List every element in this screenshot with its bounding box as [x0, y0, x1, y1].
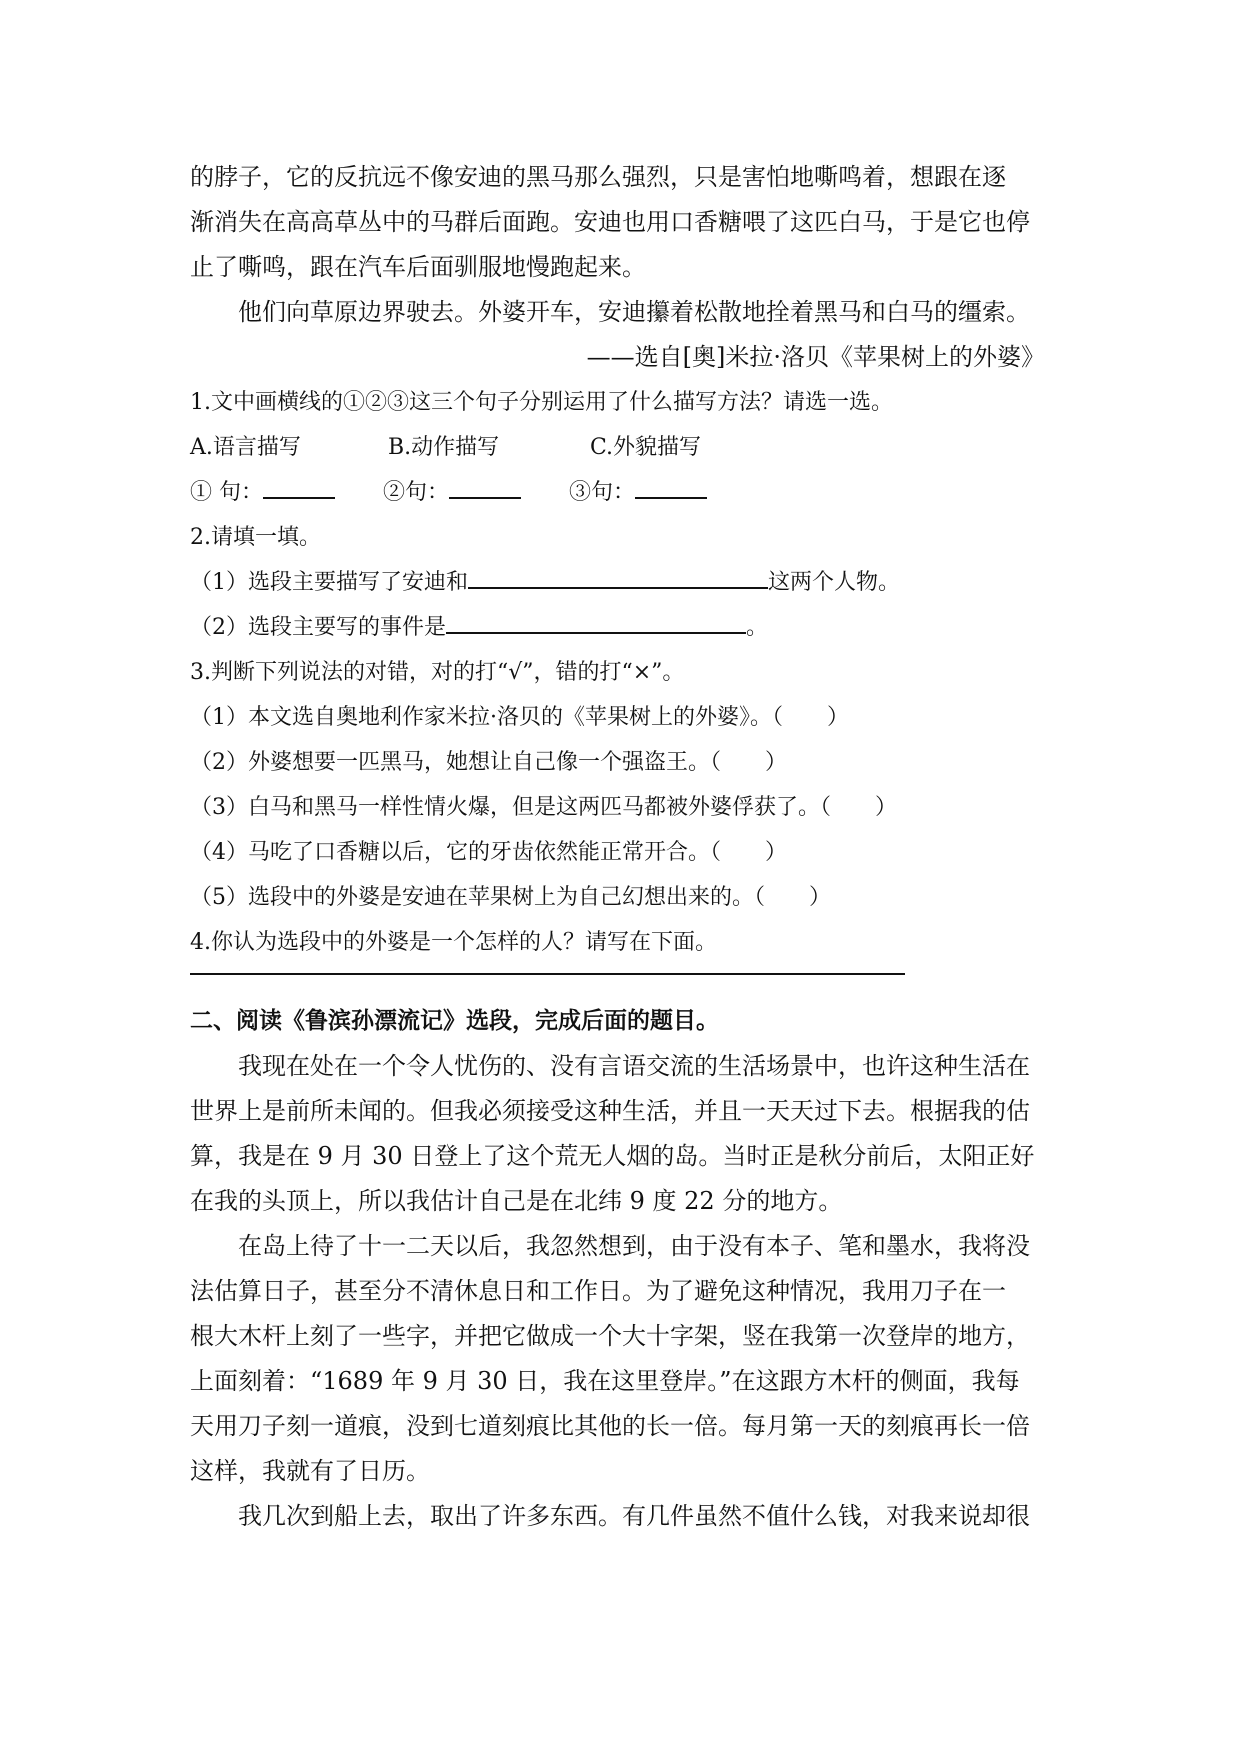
s2-para1-line: 世界上是前所未闻的。但我必须接受这种生活，并且一天天过下去。根据我的估: [190, 1097, 1030, 1125]
question-1-options: [190, 425, 1060, 470]
s2-para2-line: 根大木杆上刻了一些字，并把它做成一个大十字架，竖在我第一次登岸的地方，: [190, 1322, 1030, 1350]
q2-item1-blank[interactable]: [468, 567, 768, 589]
question-3-item: （5）选段中的外婆是安迪在苹果树上为自己幻想出来的。（ ）: [190, 885, 831, 910]
answer-1-blank[interactable]: [263, 477, 335, 499]
s2-para1-line: 算，我是在 9 月 30 日登上了这个荒无人烟的岛。当时正是秋分前后，太阳正好: [190, 1142, 1035, 1170]
passage-line: 的脖子，它的反抗远不像安迪的黑马那么强烈，只是害怕地嘶鸣着，想跟在逐: [190, 163, 1006, 191]
question-3-item: （2）外婆想要一匹黑马，她想让自己像一个强盗王。（ ）: [190, 750, 787, 775]
s2-para2-line: 在岛上待了十一二天以后，我忽然想到，由于没有本子、笔和墨水，我将没: [238, 1232, 1030, 1260]
option-b: B.动作描写: [388, 435, 500, 460]
s2-para2-line: 天用刀子刻一道痕，没到七道刻痕比其他的长一倍。每月第一天的刻痕再长一倍: [190, 1412, 1030, 1440]
document-page: [190, 155, 1060, 1539]
question-2-item-1: [190, 560, 1060, 605]
answer-1-label: ① 句：: [190, 480, 263, 505]
question-3-stem: 3.判断下列说法的对错，对的打“√”，错的打“×”。: [190, 660, 685, 685]
question-3-item: （1）本文选自奥地利作家米拉·洛贝的《苹果树上的外婆》。（ ）: [190, 705, 849, 730]
s2-para1-line: 我现在处在一个令人忧伤的、没有言语交流的生活场景中，也许这种生活在: [238, 1052, 1030, 1080]
question-1-answers: [190, 470, 1060, 515]
question-3-item: （3）白马和黑马一样性情火爆，但是这两匹马都被外婆俘获了。（ ）: [190, 795, 897, 820]
s2-para2-line: 上面刻着：“1689 年 9 月 30 日，我在这里登岸。”在这跟方木杆的侧面，我每: [190, 1367, 1020, 1395]
s2-para2-line: 这样，我就有了日历。: [190, 1457, 430, 1485]
passage-source: ——选自[奥]米拉·洛贝《苹果树上的外婆》: [586, 343, 1045, 371]
answer-3-blank[interactable]: [635, 477, 707, 499]
question-3-item: （4）马吃了口香糖以后，它的牙齿依然能正常开合。（ ）: [190, 840, 787, 865]
section-2-heading: 二、阅读《鲁滨孙漂流记》选段，完成后面的题目。: [190, 1008, 719, 1034]
s2-para3-line: 我几次到船上去，取出了许多东西。有几件虽然不值什么钱，对我来说却很: [238, 1502, 1030, 1530]
q2-item2-blank[interactable]: [446, 612, 746, 634]
question-1-stem: 1.文中画横线的①②③这三个句子分别运用了什么描写方法？请选一选。: [190, 390, 893, 415]
passage-line: 止了嘶鸣，跟在汽车后面驯服地慢跑起来。: [190, 253, 646, 281]
question-4-answer-line[interactable]: [190, 965, 905, 975]
passage-paragraph: 他们向草原边界驶去。外婆开车，安迪攥着松散地拴着黑马和白马的缰索。: [238, 298, 1030, 326]
q2-item1-prefix: （1）选段主要描写了安迪和: [190, 570, 468, 595]
question-2-stem: 2.请填一填。: [190, 525, 321, 550]
question-4-stem: 4.你认为选段中的外婆是一个怎样的人？请写在下面。: [190, 930, 717, 955]
option-c: C.外貌描写: [590, 435, 702, 460]
s2-para1-line: 在我的头顶上，所以我估计自己是在北纬 9 度 22 分的地方。: [190, 1187, 843, 1215]
option-a: A.语言描写: [190, 435, 301, 460]
answer-2-label: ②句：: [383, 480, 450, 505]
s2-para2-line: 法估算日子，甚至分不清休息日和工作日。为了避免这种情况，我用刀子在一: [190, 1277, 1006, 1305]
passage-line: 渐消失在高高草丛中的马群后面跑。安迪也用口香糖喂了这匹白马，于是它也停: [190, 208, 1030, 236]
question-2-item-2: [190, 605, 1060, 650]
q2-item1-suffix: 这两个人物。: [768, 570, 901, 595]
q2-item2-suffix: 。: [746, 615, 769, 640]
q2-item2-prefix: （2）选段主要写的事件是: [190, 615, 446, 640]
answer-3-label: ③句：: [569, 480, 636, 505]
answer-2-blank[interactable]: [449, 477, 521, 499]
